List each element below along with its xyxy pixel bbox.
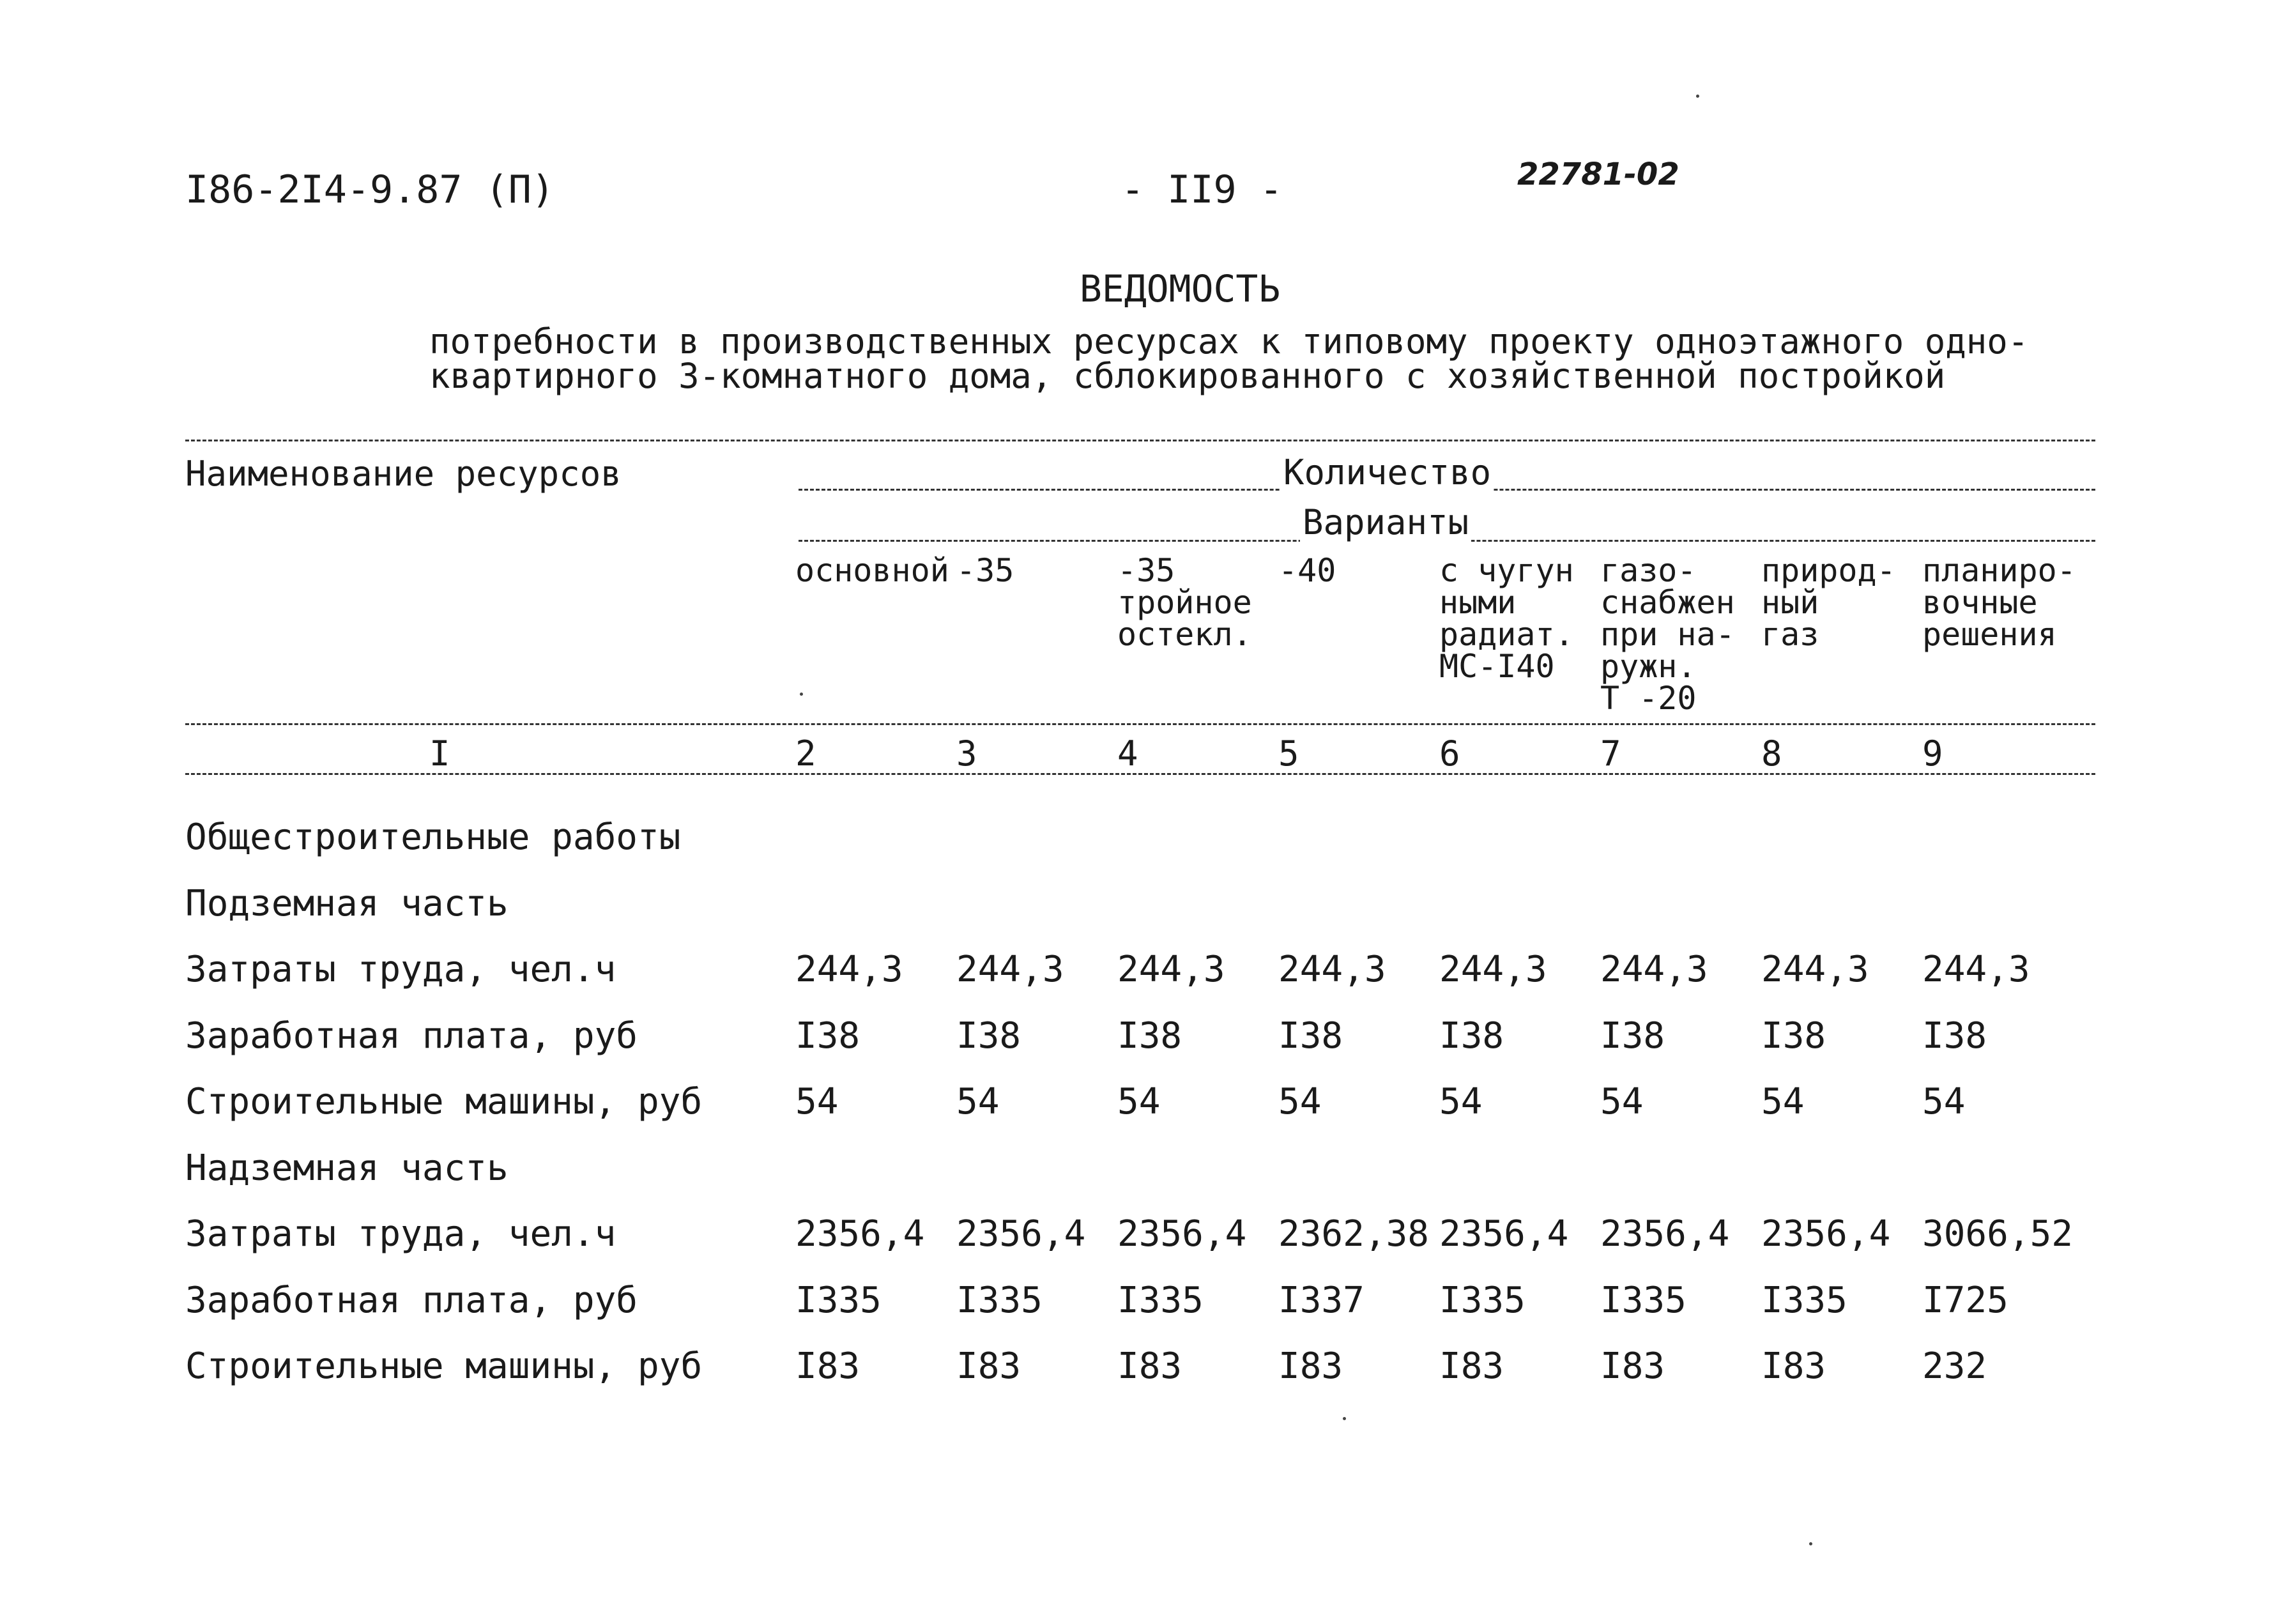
column-number-1: I (429, 733, 450, 774)
table-cell: I83 (1761, 1345, 1826, 1387)
table-cell: I725 (1922, 1280, 2008, 1321)
variant-header-line: природ- (1761, 552, 1896, 589)
variant-header-line: при на- (1600, 616, 1735, 653)
variant-header-2 (795, 552, 949, 589)
table-cell: I335 (1600, 1280, 1686, 1321)
column-number-8: 8 (1761, 733, 1782, 774)
scan-speck (1809, 1542, 1812, 1545)
subtitle-line-2: квартирного 3-комнатного дома, сблокированного с хозяйственной постройкой (429, 356, 1946, 396)
scan-speck (1343, 1417, 1346, 1420)
table-cell: I38 (795, 1015, 860, 1057)
table-cell: I335 (1761, 1280, 1847, 1321)
table-cell: I38 (1600, 1015, 1665, 1057)
variant-header-7 (1600, 552, 1735, 717)
table-cell: I83 (956, 1345, 1021, 1387)
variant-header-5 (1278, 552, 1336, 589)
table-cell: 54 (956, 1081, 1000, 1122)
column-number-9: 9 (1922, 733, 1943, 774)
table-top-rule (185, 440, 2095, 441)
table-cell: 244,3 (1439, 949, 1547, 990)
table-cell: I83 (1278, 1345, 1343, 1387)
section-heading: Подземная часть (185, 883, 509, 924)
table-cell: 244,3 (1600, 949, 1708, 990)
variant-header-line: с чугун (1439, 552, 1574, 589)
variant-header-9 (1922, 552, 2076, 653)
variant-header-line: ными (1439, 584, 1517, 621)
table-cell: I335 (1439, 1280, 1526, 1321)
table-cell: 244,3 (1117, 949, 1225, 990)
handwritten-note: 22781-02 (1517, 157, 1679, 192)
table-cell: I335 (956, 1280, 1043, 1321)
section-heading: Надземная часть (185, 1147, 509, 1189)
variant-header-line: ный (1761, 584, 1819, 621)
table-cell: 232 (1922, 1345, 1987, 1387)
scan-speck (800, 693, 803, 696)
table-cell: 244,3 (1922, 949, 2030, 990)
table-cell: I83 (795, 1345, 860, 1387)
table-cell: 2356,4 (795, 1213, 925, 1255)
variant-header-line: -35 (1117, 552, 1175, 589)
table-cell: I38 (1761, 1015, 1826, 1057)
subtitle-line-1: потребности в производственных ресурсах к типовому проекту одноэтажного одно- (429, 321, 2029, 362)
table-cell: I337 (1278, 1280, 1365, 1321)
column-number-4: 4 (1117, 733, 1138, 774)
table-cell: 244,3 (795, 949, 903, 990)
variant-header-line: МС-I40 (1439, 648, 1555, 685)
section-heading: Общестроительные работы (185, 816, 681, 858)
variant-header-line: тройное (1117, 584, 1252, 621)
variant-header-line: Т -20 (1600, 680, 1697, 717)
row-label: Заработная плата, руб (185, 1015, 638, 1057)
table-cell: I38 (1439, 1015, 1504, 1057)
variant-header-line: ружн. (1600, 648, 1697, 685)
table-cell: 2356,4 (1117, 1213, 1247, 1255)
table-cell: 54 (1439, 1081, 1483, 1122)
scan-speck (1696, 95, 1699, 98)
variant-header-8 (1761, 552, 1896, 653)
column-number-5: 5 (1278, 733, 1299, 774)
row-label: Затраты труда, чел.ч (185, 949, 616, 990)
column-header-quantity: Количество (1281, 452, 1494, 493)
table-cell: I38 (1117, 1015, 1182, 1057)
header-bottom-rule (185, 723, 2095, 725)
column-number-3: 3 (956, 733, 977, 774)
variant-header-line: снабжен (1600, 584, 1735, 621)
table-cell: I38 (1922, 1015, 1987, 1057)
table-cell: I38 (1278, 1015, 1343, 1057)
table-cell: 2356,4 (1600, 1213, 1730, 1255)
variant-header-line: -35 (956, 552, 1014, 589)
table-cell: I83 (1117, 1345, 1182, 1387)
row-label: Строительные машины, руб (185, 1345, 703, 1387)
document-title: ВЕДОМОСТЬ (1080, 267, 1281, 310)
table-cell: I83 (1600, 1345, 1665, 1387)
variant-header-line: остекл. (1117, 616, 1252, 653)
table-cell: 244,3 (956, 949, 1064, 990)
variant-header-line: радиат. (1439, 616, 1574, 653)
column-number-2: 2 (795, 733, 816, 774)
table-cell: 2362,38 (1278, 1213, 1430, 1255)
table-cell: 54 (1761, 1081, 1805, 1122)
table-cell: I335 (1117, 1280, 1204, 1321)
variant-header-line: -40 (1278, 552, 1336, 589)
table-cell: I83 (1439, 1345, 1504, 1387)
column-numbers-rule (185, 773, 2095, 775)
row-label: Строительные машины, руб (185, 1081, 703, 1122)
table-cell: 54 (795, 1081, 839, 1122)
variant-header-4 (1117, 552, 1252, 653)
row-label: Заработная плата, руб (185, 1280, 638, 1321)
variant-header-line: газо- (1600, 552, 1697, 589)
column-header-variants: Варианты (1300, 502, 1471, 542)
table-cell: 2356,4 (1761, 1213, 1891, 1255)
table-cell: 54 (1117, 1081, 1161, 1122)
row-label: Затраты труда, чел.ч (185, 1213, 616, 1255)
table-cell: 54 (1922, 1081, 1966, 1122)
variant-header-line: планиро- (1922, 552, 2076, 589)
column-header-resource-name: Наименование ресурсов (185, 454, 622, 494)
table-cell: 3066,52 (1922, 1213, 2074, 1255)
table-cell: 2356,4 (956, 1213, 1086, 1255)
table-cell: I38 (956, 1015, 1021, 1057)
page-number: - II9 - (1121, 167, 1283, 212)
variant-header-line: вочные (1922, 584, 2038, 621)
variant-header-line: основной (795, 552, 949, 589)
table-cell: 244,3 (1761, 949, 1869, 990)
table-cell: 2356,4 (1439, 1213, 1569, 1255)
variant-header-line: газ (1761, 616, 1819, 653)
document-code: I86-2I4-9.87 (П) (185, 167, 554, 212)
column-number-7: 7 (1600, 733, 1621, 774)
table-cell: 244,3 (1278, 949, 1386, 990)
variant-header-line: решения (1922, 616, 2057, 653)
variant-header-6 (1439, 552, 1574, 685)
table-cell: I335 (795, 1280, 882, 1321)
column-number-6: 6 (1439, 733, 1460, 774)
table-cell: 54 (1278, 1081, 1322, 1122)
variant-header-3 (956, 552, 1014, 589)
table-cell: 54 (1600, 1081, 1644, 1122)
